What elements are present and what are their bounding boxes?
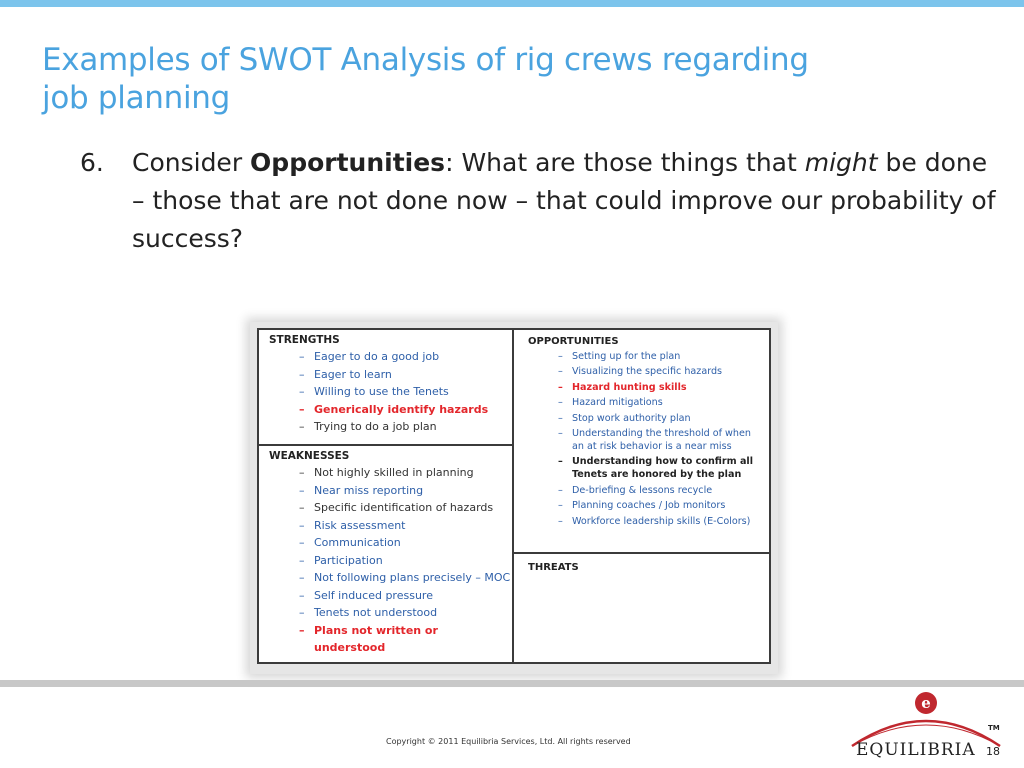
opportunities-list xyxy=(514,350,769,528)
slide-title-line1: Examples of SWOT Analysis of rig crews regarding xyxy=(42,41,809,78)
top-accent-bar xyxy=(0,0,1024,7)
numbered-point xyxy=(80,144,1000,258)
weaknesses-heading: WEAKNESSES xyxy=(269,450,350,462)
swot-list-item: – Eager to learn xyxy=(259,366,512,384)
swot-list-item: – Setting up for the plan xyxy=(514,350,769,363)
swot-list-item: – Not highly skilled in planning xyxy=(259,464,512,482)
swot-list-item: – Near miss reporting xyxy=(259,482,512,500)
slide-title-line2: job planning xyxy=(42,79,231,116)
swot-grid xyxy=(257,328,771,664)
swot-list-item: – Stop work authority plan xyxy=(514,412,769,425)
swot-list-item: – Not following plans precisely – MOC xyxy=(259,569,512,587)
point-italic-term: might xyxy=(804,148,878,177)
swot-strengths xyxy=(259,330,514,446)
swot-list-item: – Eager to do a good job xyxy=(259,348,512,366)
threats-heading: THREATS xyxy=(528,562,579,573)
trademark-mark: TM xyxy=(988,724,1000,732)
swot-list-item: – Trying to do a job plan xyxy=(259,418,512,436)
page-number: 18 xyxy=(986,745,1000,758)
copyright-notice: Copyright © 2011 Equilibria Services, Ltd. All rights reserved xyxy=(386,737,631,746)
opportunities-heading: OPPORTUNITIES xyxy=(528,336,619,347)
swot-list-item: – Understanding the threshold of when an at risk behavior is a near miss xyxy=(514,427,769,453)
point-post: be done – those that are not done now – that could improve our probability of success? xyxy=(132,148,996,253)
swot-list-item: – Willing to use the Tenets xyxy=(259,383,512,401)
swot-list-item: – Self induced pressure xyxy=(259,587,512,605)
swot-list-item: – Understanding how to confirm all Tenets are honored by the plan xyxy=(514,455,769,481)
point-mid: : What are those things that xyxy=(445,148,805,177)
swot-list-item: – Participation xyxy=(259,552,512,570)
weaknesses-list xyxy=(259,464,512,657)
swot-opportunities xyxy=(514,330,769,554)
swot-list-item: – Risk assessment xyxy=(259,517,512,535)
point-number: 6. xyxy=(80,148,104,177)
swot-weaknesses xyxy=(259,446,514,662)
swot-list-item: – Visualizing the specific hazards xyxy=(514,365,769,378)
point-bold-term: Opportunities xyxy=(250,148,446,177)
bottom-divider-bar xyxy=(0,680,1024,687)
swot-list-item: – Hazard mitigations xyxy=(514,396,769,409)
swot-list-item: – Planning coaches / Job monitors xyxy=(514,499,769,512)
swot-list-item: – Plans not written or understood xyxy=(259,622,512,657)
swot-threats xyxy=(514,554,769,662)
logo-wordmark: EQUILIBRIA xyxy=(856,740,976,760)
point-text xyxy=(132,144,1000,258)
swot-list-item: – Specific identification of hazards xyxy=(259,499,512,517)
swot-list-item: – Workforce leadership skills (E-Colors) xyxy=(514,515,769,528)
swot-list-item: – Hazard hunting skills xyxy=(514,381,769,394)
strengths-list xyxy=(259,348,512,436)
slide-title xyxy=(42,41,942,117)
svg-text:e: e xyxy=(921,694,931,712)
swot-list-item: – Generically identify hazards xyxy=(259,401,512,419)
swot-list-item: – Communication xyxy=(259,534,512,552)
point-pre: Consider xyxy=(132,148,251,177)
swot-list-item: – Tenets not understood xyxy=(259,604,512,622)
strengths-heading: STRENGTHS xyxy=(269,334,340,346)
swot-list-item: – De-briefing & lessons recycle xyxy=(514,484,769,497)
